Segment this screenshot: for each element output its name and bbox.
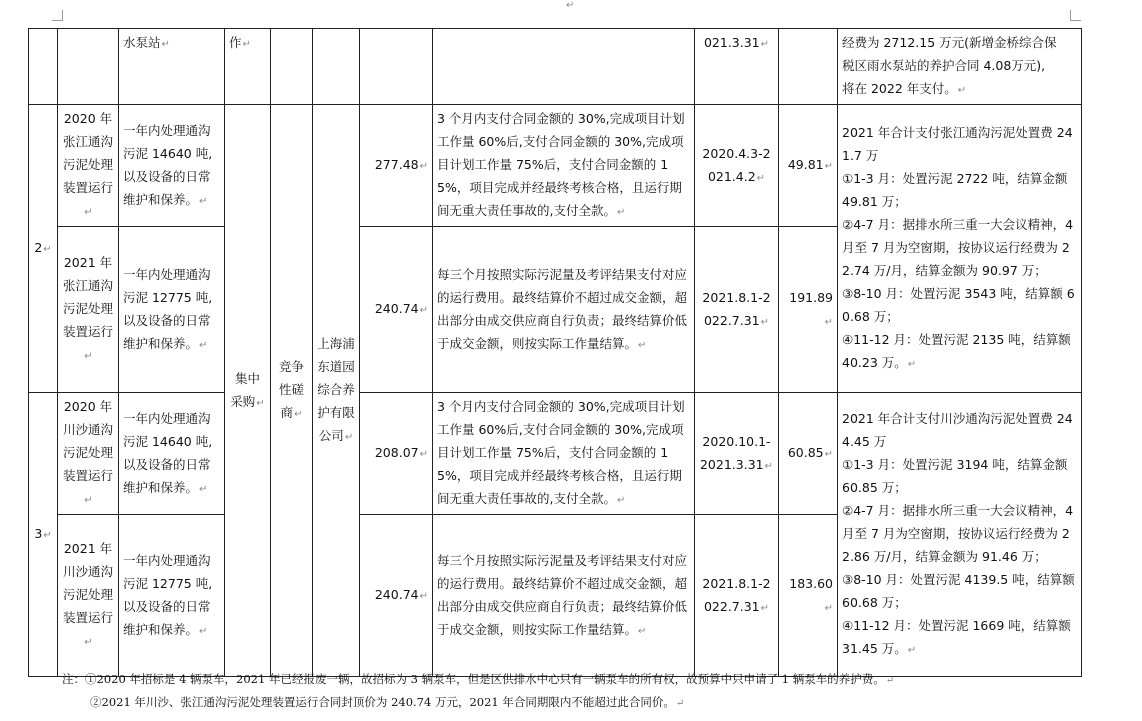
scope-cell: 一年内处理通沟污泥 14640 吨,以及设备的日常维护和保养。↵	[119, 393, 225, 515]
period-cell: 021.3.31↵	[695, 29, 779, 105]
index-cell	[29, 29, 58, 105]
period-cell: 2021.8.1-2022.7.31↵	[695, 515, 779, 677]
project-cell: 2021 年川沙通沟污泥处理装置运行↵	[58, 515, 119, 677]
procurement-cell: 竞争性磋商↵	[271, 105, 313, 677]
scope-cell: 一年内处理通沟污泥 14640 吨,以及设备的日常维护和保养。↵	[119, 105, 225, 227]
footnote-1: 注：①2020 年招标是 4 辆泵车，2021 年已经报废一辆，故招标为 3 辆泵车，但是区供排水中心只有一辆泵车的所有权，故预算中只申请了 1 辆泵车的养护费。↵	[62, 672, 895, 686]
project-cell: 2020 年张江通沟污泥处理装置运行↵	[58, 105, 119, 227]
paragraph-mark-icon: ↵	[566, 0, 575, 11]
period-cell: 2021.8.1-2022.7.31↵	[695, 227, 779, 393]
index-cell: 3↵	[29, 393, 58, 677]
paid-cell: 191.89↵	[779, 227, 838, 393]
project-cell: 2020 年川沙通沟污泥处理装置运行↵	[58, 393, 119, 515]
contract-table	[28, 28, 1082, 677]
payment-cell: 3 个月内支付合同金额的 30%,完成项目计划工作量 60%后,支付合同金额的 30%,完成项目计划工作量 75%后，支付合同金额的 15%，项目完成并经最终考核合格，且运行期间无重大责任事故的,支付全款。↵	[433, 105, 695, 227]
table-row	[29, 393, 1082, 515]
scope-cell: 一年内处理通沟污泥 12775 吨,以及设备的日常维护和保养。↵	[119, 515, 225, 677]
footnote-2: ②2021 年川沙、张江通沟污泥处理装置运行合同封顶价为 240.74 万元，2021 年合同期限内不能超过此合同价。↵	[90, 695, 685, 709]
paid-cell: 183.60↵	[779, 515, 838, 677]
note-cell: 2021 年合计支付张江通沟污泥处置费 241.7 万 ①1-3 月：处置污泥 2722 吨，结算金额 49.81 万； ②4-7 月：据排水所三重一大会议精神，4 月至 7 月为空窗期，按协议运行经费为 22.74 万/月，结算金额为 90.97 万； ③8-10 月：处置污泥 3543 吨，结算额 60.68 万； ④11-12 月：处置污泥 2135 吨，结算额 40.23 万。↵	[838, 105, 1082, 393]
paid-cell: 49.81↵	[779, 105, 838, 227]
paid-cell	[779, 29, 838, 105]
margin-corner-mark	[52, 10, 63, 21]
margin-corner-mark	[1070, 10, 1081, 21]
scope-cell: 一年内处理通沟污泥 12775 吨,以及设备的日常维护和保养。↵	[119, 227, 225, 393]
payment-cell	[433, 29, 695, 105]
project-cell: 2021 年张江通沟污泥处理装置运行↵	[58, 227, 119, 393]
amount-cell: 240.74↵	[360, 515, 433, 677]
scope-cell: 水泵站↵	[119, 29, 225, 105]
amount-cell: 277.48↵	[360, 105, 433, 227]
table-row	[29, 105, 1082, 227]
payment-cell: 每三个月按照实际污泥量及考评结果支付对应的运行费用。最终结算价不超过成交金额，超出部分由成交供应商自行负责；最终结算价低于成交金额，则按实际工作量结算。↵	[433, 515, 695, 677]
amount-cell	[360, 29, 433, 105]
table-row	[29, 29, 1082, 105]
vendor-cell: 上海浦东道园综合养护有限公司↵	[313, 105, 360, 677]
note-cell: 经费为 2712.15 万元(新增金桥综合保 税区雨水泵站的养护合同 4.08万元), 将在 2022 年支付。↵	[838, 29, 1082, 105]
note-cell: 2021 年合计支付川沙通沟污泥处置费 244.45 万 ①1-3 月：处置污泥 3194 吨，结算金额 60.85 万； ②4-7 月：据排水所三重一大会议精神，4 月至 7 月为空窗期，按协议运行经费为 22.86 万/月，结算金额为 91.46 万； ③8-10 月：处置污泥 4139.5 吨，结算额 60.68 万； ④11-12 月：处置污泥 1669 吨，结算额 31.45 万。↵	[838, 393, 1082, 677]
paid-cell: 60.85↵	[779, 393, 838, 515]
vendor-cell	[313, 29, 360, 105]
procurement-cell	[271, 29, 313, 105]
payment-cell: 3 个月内支付合同金额的 30%,完成项目计划工作量 60%后,支付合同金额的 30%,完成项目计划工作量 75%后，支付合同金额的 15%，项目完成并经最终考核合格，且运行期间无重大责任事故的,支付全款。↵	[433, 393, 695, 515]
period-cell: 2020.4.3-2021.4.2↵	[695, 105, 779, 227]
period-cell: 2020.10.1-2021.3.31↵	[695, 393, 779, 515]
method-cell: 集中采购↵	[225, 105, 271, 677]
amount-cell: 240.74↵	[360, 227, 433, 393]
amount-cell: 208.07↵	[360, 393, 433, 515]
index-cell: 2↵	[29, 105, 58, 393]
method-cell: 作↵	[225, 29, 271, 105]
project-cell	[58, 29, 119, 105]
payment-cell: 每三个月按照实际污泥量及考评结果支付对应的运行费用。最终结算价不超过成交金额，超出部分由成交供应商自行负责；最终结算价低于成交金额，则按实际工作量结算。↵	[433, 227, 695, 393]
